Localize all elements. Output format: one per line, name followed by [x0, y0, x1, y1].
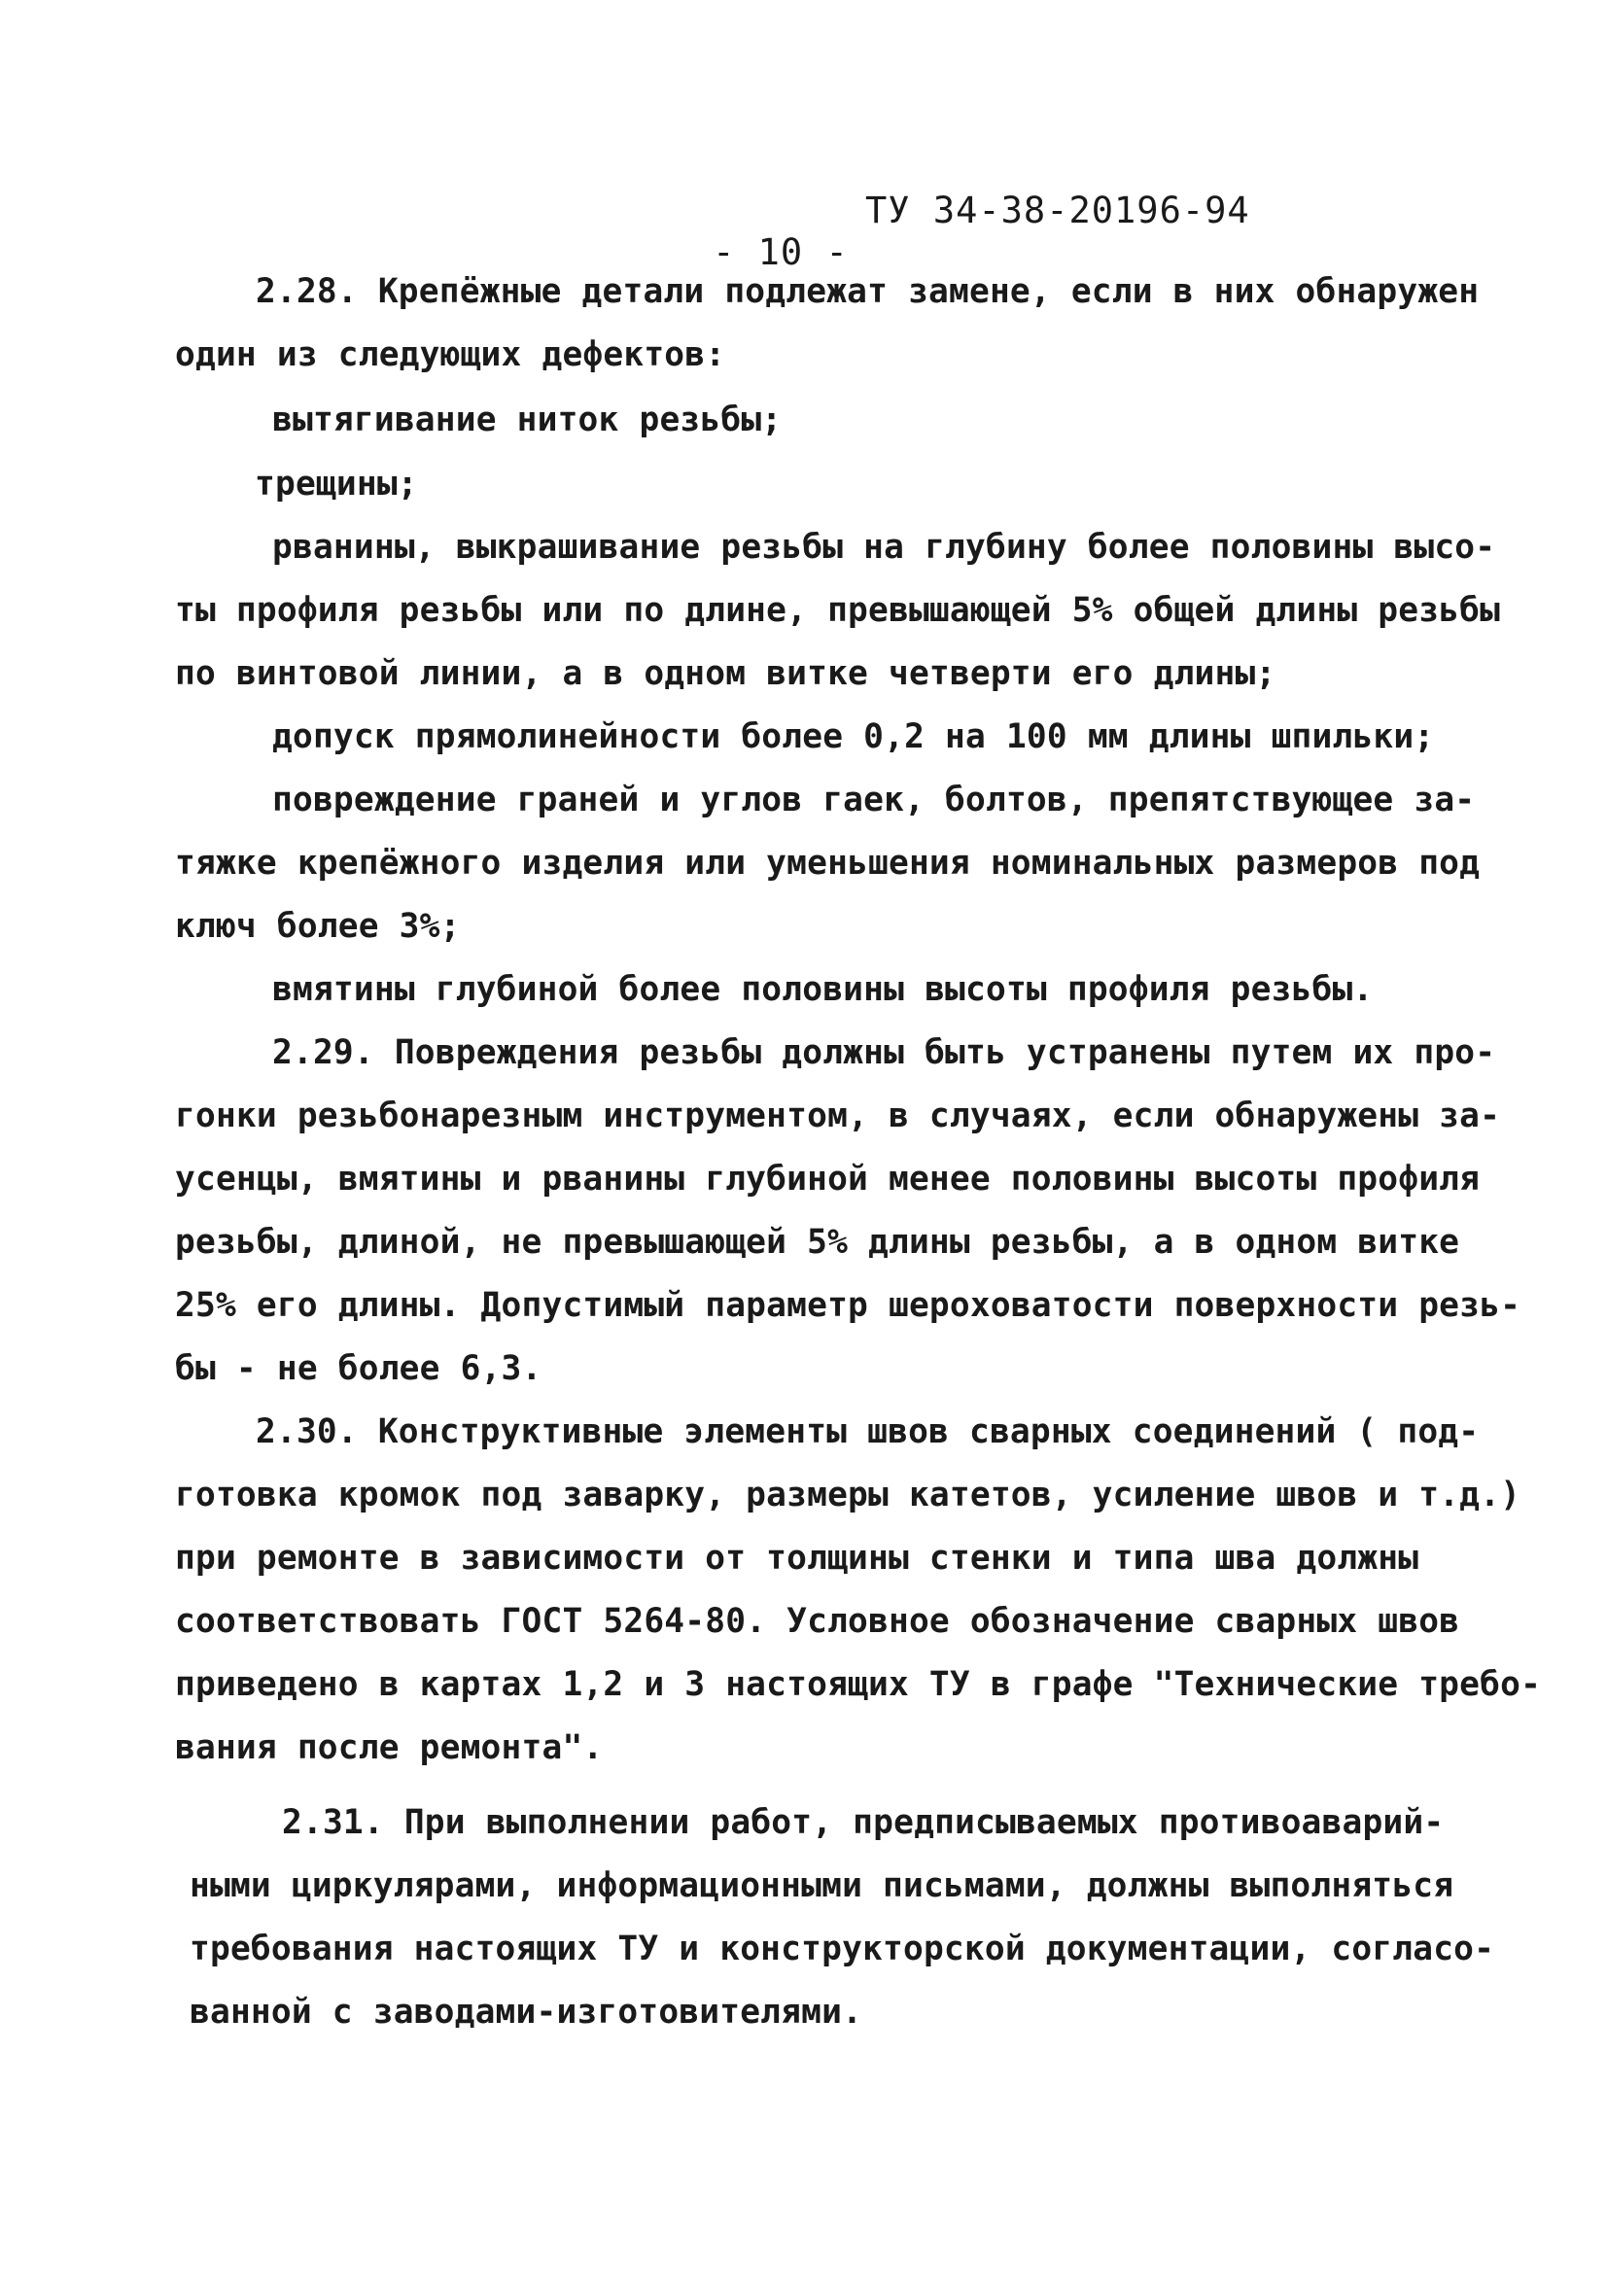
text-line: гонки резьбонарезным инструментом, в случаях, если обнаружены за-	[175, 1096, 1501, 1135]
text-line: усенцы, вмятины и рванины глубиной менее половины высоты профиля	[175, 1160, 1481, 1199]
text-line: 2.29. Повреждения резьбы должны быть устранены путем их про-	[272, 1033, 1496, 1072]
text-line: готовка кромок под заварку, размеры катетов, усиление швов и т.д.)	[175, 1476, 1521, 1514]
text-line: рванины, выкрашивание резьбы на глубину более половины высо-	[272, 528, 1496, 567]
text-line: допуск прямолинейности более 0,2 на 100 мм длины шпильки;	[272, 717, 1435, 756]
text-line: ванной с заводами-изготовителями.	[190, 1993, 863, 2032]
text-line: резьбы, длиной, не превышающей 5% длины резьбы, а в одном витке	[175, 1223, 1460, 1262]
page-number: - 10 -	[713, 231, 849, 273]
text-line: требования настоящих ТУ и конструкторской документации, согласо-	[190, 1930, 1495, 1968]
text-line: соответствовать ГОСТ 5264-80. Условное обозначение сварных швов	[175, 1602, 1460, 1641]
text-line: при ремонте в зависимости от толщины стенки и типа шва должны	[175, 1539, 1419, 1578]
text-line: один из следующих дефектов:	[175, 335, 726, 374]
text-line: повреждение граней и углов гаек, болтов, препятствующее за-	[272, 781, 1476, 819]
text-line: приведено в картах 1,2 и 3 настоящих ТУ в графе "Технические требо-	[175, 1665, 1542, 1704]
text-line: ными циркулярами, информационными письмами, должны выполняться	[190, 1866, 1454, 1905]
text-line: бы - не более 6,3.	[175, 1349, 542, 1388]
text-line: ты профиля резьбы или по длине, превышающей 5% общей длины резьбы	[175, 591, 1501, 630]
text-line: вания после ремонта".	[175, 1728, 604, 1767]
text-line: вмятины глубиной более половины высоты профиля резьбы.	[272, 970, 1374, 1009]
text-line: 25% его длины. Допустимый параметр шероховатости поверхности резь-	[175, 1286, 1521, 1325]
text-line: тяжке крепёжного изделия или уменьшения номинальных размеров под	[175, 844, 1481, 883]
text-line: 2.31. При выполнении работ, предписываемых противоаварий-	[282, 1803, 1445, 1842]
text-line: 2.30. Конструктивные элементы швов сварных соединений ( под-	[256, 1412, 1480, 1451]
text-line: 2.28. Крепёжные детали подлежат замене, если в них обнаружен	[256, 272, 1480, 311]
document-code: ТУ 34-38-20196-94	[865, 190, 1250, 231]
text-line: по винтовой линии, а в одном витке четверти его длины;	[175, 654, 1276, 693]
text-line: ключ более 3%;	[175, 907, 461, 946]
text-line: трещины;	[255, 465, 418, 504]
text-line: вытягивание ниток резьбы;	[272, 400, 783, 439]
